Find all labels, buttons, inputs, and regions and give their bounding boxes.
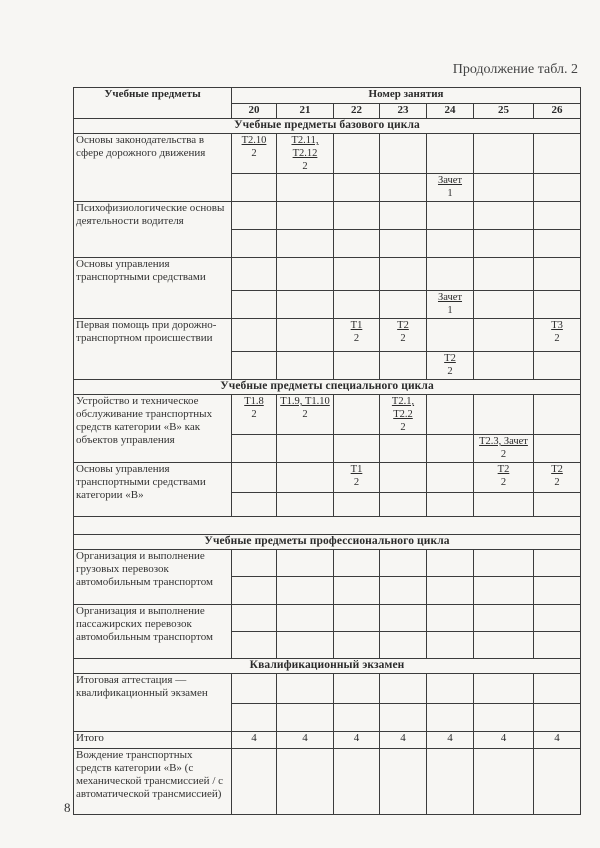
schedule-cell	[232, 352, 277, 380]
schedule-cell	[380, 605, 427, 632]
schedule-cell	[232, 395, 277, 435]
schedule-cell	[534, 704, 581, 732]
schedule-cell	[534, 174, 581, 202]
schedule-cell	[534, 493, 581, 517]
schedule-cell	[277, 258, 334, 291]
schedule-cell	[380, 291, 427, 319]
page-number: 8	[64, 800, 71, 815]
hours-value: 2	[353, 477, 360, 488]
schedule-cell	[380, 674, 427, 704]
schedule-cell	[380, 493, 427, 517]
topic-code: Зачет	[437, 175, 463, 186]
schedule-cell	[474, 463, 534, 493]
schedule-cell	[474, 674, 534, 704]
schedule-cell	[427, 674, 474, 704]
subject-name: Итоговая аттестация — квалификационный экзамен	[74, 674, 232, 732]
schedule-cell	[474, 749, 534, 815]
schedule-cell	[474, 704, 534, 732]
schedule-cell	[474, 174, 534, 202]
schedule-cell	[474, 577, 534, 605]
schedule-cell	[334, 352, 380, 380]
schedule-cell	[334, 134, 380, 174]
schedule-cell	[277, 395, 334, 435]
schedule-cell	[474, 605, 534, 632]
schedule-cell	[534, 605, 581, 632]
topic-code: Т2.11, Т2.12	[291, 135, 319, 159]
schedule-cell	[427, 435, 474, 463]
schedule-cell	[380, 463, 427, 493]
schedule-cell	[232, 258, 277, 291]
lesson-schedule-table	[73, 87, 581, 815]
schedule-cell	[380, 395, 427, 435]
subject-name: Устройство и техническое обслуживание транспортных средств категории «В» как объектов управления	[74, 395, 232, 463]
schedule-cell	[534, 352, 581, 380]
schedule-cell	[334, 291, 380, 319]
section-heading-professional: Учебные предметы профессионального цикла	[74, 535, 581, 550]
topic-code: Т2	[551, 464, 563, 475]
total-value: 4	[334, 732, 380, 749]
schedule-cell	[334, 319, 380, 352]
schedule-cell	[232, 435, 277, 463]
schedule-cell	[534, 202, 581, 230]
schedule-cell	[334, 395, 380, 435]
schedule-cell	[334, 749, 380, 815]
total-value: 4	[232, 732, 277, 749]
schedule-cell	[232, 704, 277, 732]
subject-name: Основы законодательства в сфере дорожного движения	[74, 134, 232, 202]
schedule-cell	[427, 319, 474, 352]
table-row	[74, 674, 581, 704]
lesson-number: 26	[534, 104, 581, 119]
schedule-cell	[474, 202, 534, 230]
schedule-cell	[277, 463, 334, 493]
schedule-cell	[334, 605, 380, 632]
schedule-cell	[427, 632, 474, 659]
schedule-cell	[277, 291, 334, 319]
subject-name: Первая помощь при дорожно-транспортном происшествии	[74, 319, 232, 380]
schedule-cell	[380, 435, 427, 463]
table-row	[74, 319, 581, 352]
schedule-cell	[427, 463, 474, 493]
hours-value: 2	[447, 366, 453, 377]
schedule-cell	[474, 352, 534, 380]
schedule-cell	[380, 577, 427, 605]
schedule-cell	[232, 174, 277, 202]
subject-name: Вождение транспортных средств категории «В» (с механической трансмиссией / с автоматической трансмиссией)	[74, 749, 232, 815]
schedule-cell	[534, 577, 581, 605]
total-label: Итого	[74, 732, 232, 749]
schedule-cell	[427, 202, 474, 230]
schedule-cell	[534, 291, 581, 319]
schedule-cell	[334, 704, 380, 732]
schedule-cell	[427, 605, 474, 632]
schedule-cell	[474, 258, 534, 291]
schedule-cell	[534, 550, 581, 577]
subject-name: Организация и выполнение пассажирских перевозок автомобильным транспортом	[74, 605, 232, 659]
schedule-cell	[232, 550, 277, 577]
schedule-cell	[277, 632, 334, 659]
schedule-cell	[427, 493, 474, 517]
schedule-cell	[277, 674, 334, 704]
schedule-cell	[232, 202, 277, 230]
schedule-cell	[534, 395, 581, 435]
schedule-cell	[534, 230, 581, 258]
schedule-cell	[232, 319, 277, 352]
schedule-cell	[427, 258, 474, 291]
total-value: 4	[534, 732, 581, 749]
schedule-cell	[534, 319, 581, 352]
schedule-cell	[232, 291, 277, 319]
schedule-cell	[334, 632, 380, 659]
schedule-cell	[232, 493, 277, 517]
schedule-cell	[427, 577, 474, 605]
schedule-cell	[334, 174, 380, 202]
table-caption: Продолжение табл. 2	[452, 62, 578, 77]
schedule-cell	[474, 134, 534, 174]
schedule-cell	[277, 550, 334, 577]
total-value: 4	[474, 732, 534, 749]
table-row	[74, 550, 581, 577]
hours-value: 2	[302, 161, 308, 172]
hours-value: 2	[500, 449, 507, 460]
schedule-cell	[334, 493, 380, 517]
schedule-cell	[334, 674, 380, 704]
schedule-cell	[277, 202, 334, 230]
schedule-cell	[334, 577, 380, 605]
topic-code: Т2.3, Зачет	[479, 436, 528, 447]
schedule-cell	[474, 395, 534, 435]
table-row	[74, 134, 581, 174]
schedule-cell	[277, 134, 334, 174]
schedule-cell	[427, 749, 474, 815]
schedule-cell	[277, 605, 334, 632]
schedule-cell	[232, 230, 277, 258]
table-row	[74, 517, 581, 535]
topic-code: Т1	[350, 320, 363, 331]
section-heading-exam: Квалификационный экзамен	[74, 659, 581, 674]
schedule-cell	[427, 291, 474, 319]
lesson-number: 23	[380, 104, 427, 119]
section-heading-special: Учебные предметы специального цикла	[74, 380, 581, 395]
schedule-cell	[334, 550, 380, 577]
schedule-cell	[334, 435, 380, 463]
schedule-cell	[380, 230, 427, 258]
schedule-cell	[277, 352, 334, 380]
blank-row	[74, 517, 581, 535]
hours-value: 2	[500, 477, 507, 488]
schedule-cell	[232, 749, 277, 815]
topic-code: Т2.1, Т2.2	[391, 396, 415, 420]
subject-name: Основы управления транспортными средствами категории «В»	[74, 463, 232, 517]
schedule-cell	[474, 230, 534, 258]
total-value: 4	[380, 732, 427, 749]
schedule-cell	[232, 577, 277, 605]
schedule-cell	[232, 632, 277, 659]
schedule-cell	[334, 202, 380, 230]
table-row	[74, 605, 581, 632]
lesson-number-header: Номер занятия	[232, 88, 581, 104]
schedule-cell	[427, 134, 474, 174]
schedule-cell	[380, 632, 427, 659]
schedule-cell	[277, 174, 334, 202]
total-value: 4	[277, 732, 334, 749]
schedule-cell	[427, 230, 474, 258]
schedule-cell	[232, 134, 277, 174]
schedule-cell	[474, 493, 534, 517]
schedule-cell	[380, 704, 427, 732]
topic-code: Т2	[397, 320, 409, 331]
schedule-cell	[277, 230, 334, 258]
subject-name: Основы управления транспортными средствами	[74, 258, 232, 319]
schedule-cell	[232, 674, 277, 704]
hours-value: 2	[554, 477, 560, 488]
hours-value: 2	[353, 333, 360, 344]
hours-value: 2	[400, 333, 406, 344]
schedule-cell	[277, 493, 334, 517]
schedule-cell	[334, 258, 380, 291]
schedule-cell	[380, 319, 427, 352]
topic-code: Т2	[497, 464, 510, 475]
hours-value: 1	[447, 188, 453, 199]
schedule-cell	[277, 435, 334, 463]
schedule-cell	[334, 230, 380, 258]
topic-code: Т1.9, Т1.10	[280, 396, 330, 407]
hours-value: 2	[554, 333, 560, 344]
header-row	[74, 88, 581, 104]
topic-code: Зачет	[437, 292, 463, 303]
schedule-cell	[380, 134, 427, 174]
topic-code: Т1	[350, 464, 363, 475]
schedule-cell	[232, 605, 277, 632]
table-row	[74, 202, 581, 230]
totals-row	[74, 732, 581, 749]
schedule-cell	[380, 258, 427, 291]
schedule-cell	[380, 174, 427, 202]
schedule-cell	[380, 352, 427, 380]
schedule-cell	[334, 463, 380, 493]
topic-code: Т1.8	[244, 396, 264, 407]
topic-code: Т2	[444, 353, 456, 364]
schedule-cell	[474, 319, 534, 352]
schedule-cell	[427, 395, 474, 435]
schedule-cell	[534, 632, 581, 659]
topic-code: Т2.10	[241, 135, 267, 146]
subject-name: Психофизиологические основы деятельности водителя	[74, 202, 232, 258]
schedule-cell	[474, 632, 534, 659]
schedule-cell	[534, 674, 581, 704]
hours-value: 1	[447, 305, 453, 316]
schedule-cell	[380, 749, 427, 815]
schedule-cell	[427, 550, 474, 577]
schedule-cell	[427, 174, 474, 202]
lesson-number: 24	[427, 104, 474, 119]
schedule-cell	[474, 435, 534, 463]
hours-value: 2	[302, 409, 308, 420]
table-row	[74, 749, 581, 815]
schedule-cell	[474, 550, 534, 577]
hours-value: 2	[251, 409, 257, 420]
schedule-cell	[534, 258, 581, 291]
total-value: 4	[427, 732, 474, 749]
hours-value: 2	[400, 422, 406, 433]
schedule-cell	[427, 352, 474, 380]
hours-value: 2	[251, 148, 257, 159]
schedule-cell	[427, 704, 474, 732]
schedule-cell	[474, 291, 534, 319]
schedule-cell	[534, 134, 581, 174]
lesson-number: 25	[474, 104, 534, 119]
schedule-cell	[277, 749, 334, 815]
schedule-cell	[277, 704, 334, 732]
lesson-number: 22	[334, 104, 380, 119]
topic-code: Т3	[551, 320, 563, 331]
lesson-number: 20	[232, 104, 277, 119]
schedule-cell	[534, 463, 581, 493]
schedule-cell	[534, 435, 581, 463]
lesson-number: 21	[277, 104, 334, 119]
schedule-cell	[232, 463, 277, 493]
schedule-cell	[534, 749, 581, 815]
table-row	[74, 258, 581, 291]
subject-column-header: Учебные предметы	[74, 88, 232, 119]
table-row	[74, 463, 581, 493]
schedule-cell	[277, 577, 334, 605]
schedule-cell	[380, 202, 427, 230]
section-heading-base: Учебные предметы базового цикла	[74, 119, 581, 134]
schedule-cell	[380, 550, 427, 577]
subject-name: Организация и выполнение грузовых перевозок автомобильным транспортом	[74, 550, 232, 605]
schedule-cell	[277, 319, 334, 352]
table-row	[74, 395, 581, 435]
